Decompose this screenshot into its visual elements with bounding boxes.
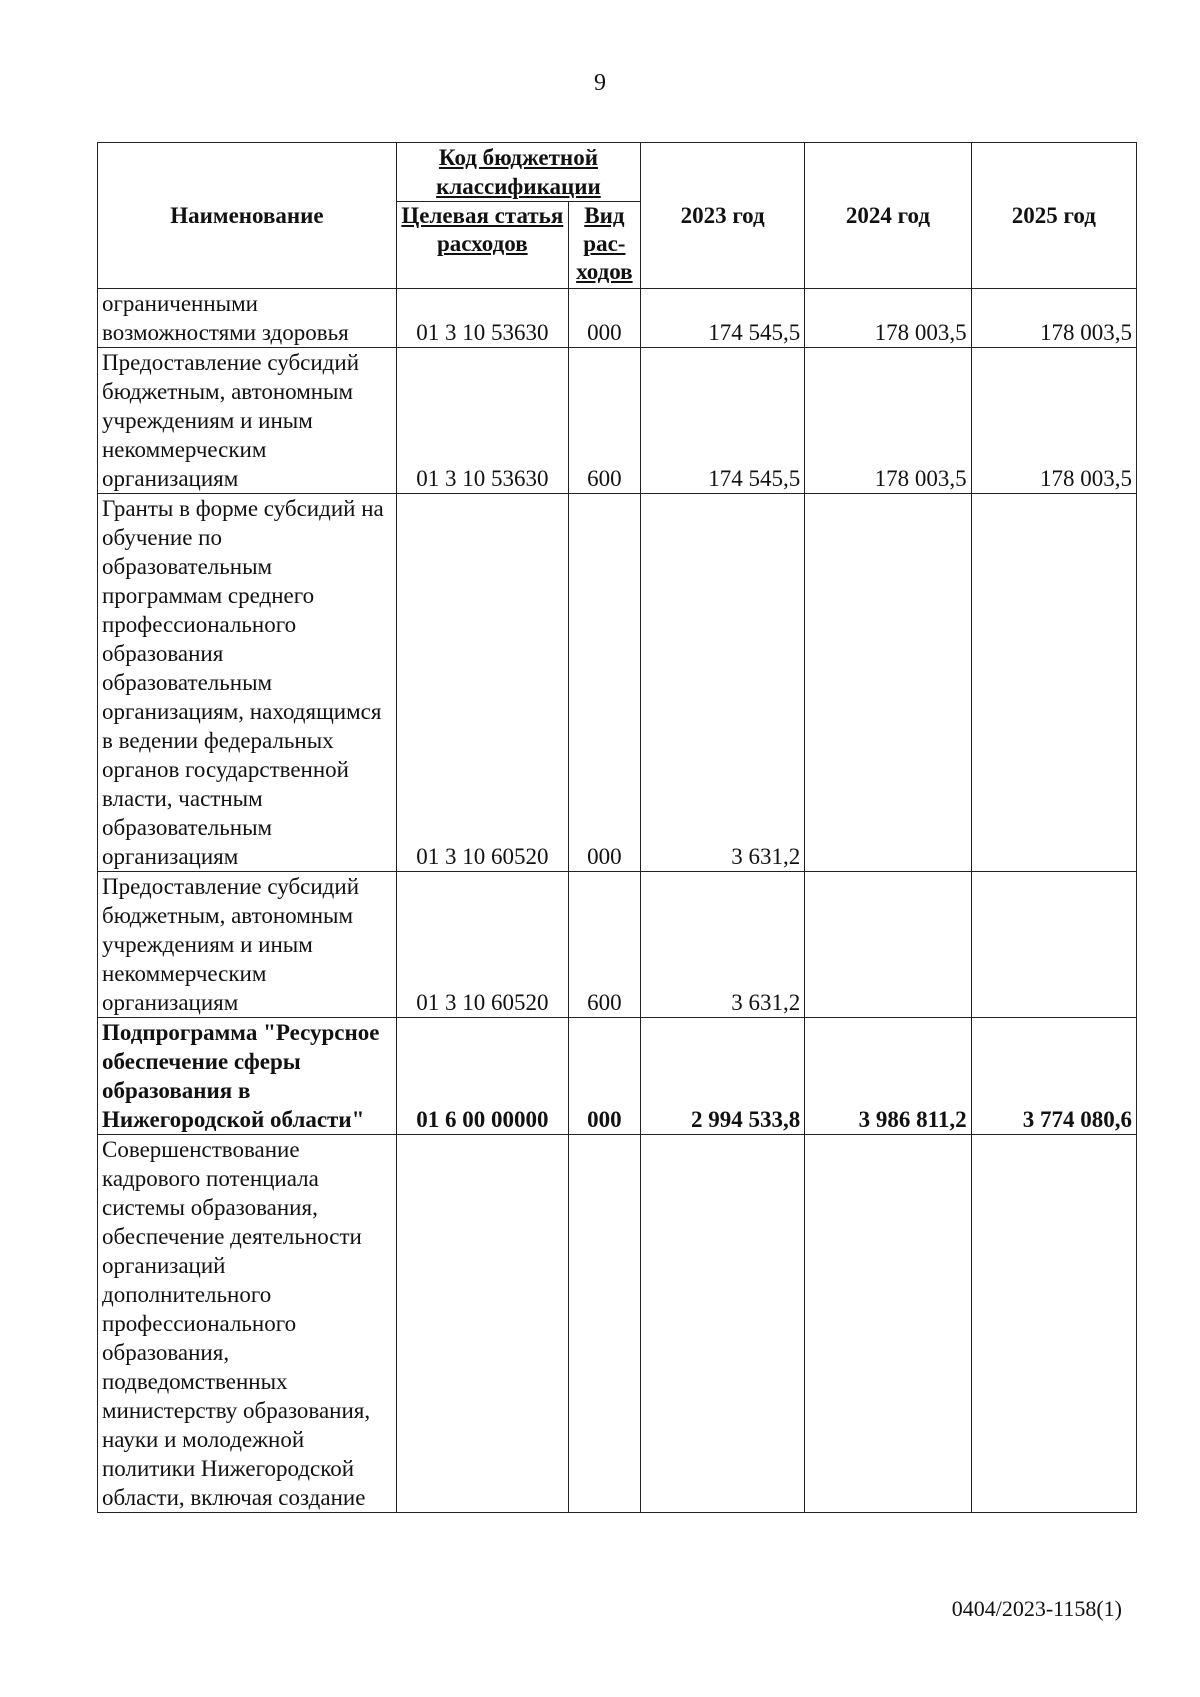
row-value-2023: 3 631,2: [641, 494, 805, 872]
row-target-article: [396, 1135, 568, 1513]
row-value-2025: 178 003,5: [971, 348, 1136, 494]
row-value-2024: 178 003,5: [805, 289, 971, 348]
row-value-2023: 3 631,2: [641, 872, 805, 1018]
row-expense-type: 600: [568, 872, 640, 1018]
header-row: [98, 143, 1137, 202]
row-expense-type: 000: [568, 289, 640, 348]
row-value-2023: 174 545,5: [641, 289, 805, 348]
row-target-article: 01 3 10 60520: [396, 872, 568, 1018]
row-target-article: 01 6 00 00000: [396, 1018, 568, 1135]
table-row: [98, 494, 1137, 872]
page-number: 9: [594, 70, 606, 96]
row-target-article: 01 3 10 53630: [396, 348, 568, 494]
row-name: Предоставление субсидий бюджетным, автономным учреждениям и иным некоммерческим организациям: [98, 348, 397, 494]
row-value-2023: 174 545,5: [641, 348, 805, 494]
header-year-2025: 2025 год: [971, 143, 1136, 289]
row-target-article: 01 3 10 53630: [396, 289, 568, 348]
row-value-2025: [971, 872, 1136, 1018]
header-target-article: Целевая статья расходов: [396, 202, 568, 289]
row-value-2024: 3 986 811,2: [805, 1018, 971, 1135]
table-row: [98, 348, 1137, 494]
row-value-2024: [805, 1135, 971, 1513]
row-name: ограниченными возможностями здоровья: [98, 289, 397, 348]
row-target-article: 01 3 10 60520: [396, 494, 568, 872]
row-value-2023: [641, 1135, 805, 1513]
row-value-2024: [805, 872, 971, 1018]
row-value-2025: 178 003,5: [971, 289, 1136, 348]
header-name: Наименование: [98, 143, 397, 289]
row-expense-type: 000: [568, 494, 640, 872]
row-name: Подпрограмма "Ресурсное обеспечение сферы образования в Нижегородской области": [98, 1018, 397, 1135]
header-year-2023: 2023 год: [641, 143, 805, 289]
header-code-group: Код бюджетной классификации: [396, 143, 640, 202]
table-row: [98, 872, 1137, 1018]
table-row: [98, 289, 1137, 348]
row-name: Совершенствование кадрового потенциала системы образования, обеспечение деятельности организаций дополнительного профессионального образования, подведомственных министерству образования, науки и молодежной политики Нижегородской области, включая создание: [98, 1135, 397, 1513]
row-expense-type: 600: [568, 348, 640, 494]
row-value-2024: [805, 494, 971, 872]
row-name: Гранты в форме субсидий на обучение по образовательным программам среднего профессионального образования образовательным организациям, находящимся в ведении федеральных органов государственной власти, частным образовательным организациям: [98, 494, 397, 872]
row-expense-type: [568, 1135, 640, 1513]
budget-table: [97, 142, 1137, 1513]
row-expense-type: 000: [568, 1018, 640, 1135]
row-name: Предоставление субсидий бюджетным, автономным учреждениям и иным некоммерческим организациям: [98, 872, 397, 1018]
table-row: [98, 1135, 1137, 1513]
row-value-2025: [971, 1135, 1136, 1513]
row-value-2025: [971, 494, 1136, 872]
row-value-2023: 2 994 533,8: [641, 1018, 805, 1135]
table-row-subprogram: [98, 1018, 1137, 1135]
document-id: 0404/2023-1158(1): [951, 1596, 1122, 1621]
row-value-2024: 178 003,5: [805, 348, 971, 494]
header-expense-type: Вид рас-ходов: [568, 202, 640, 289]
row-value-2025: 3 774 080,6: [971, 1018, 1136, 1135]
header-year-2024: 2024 год: [805, 143, 971, 289]
